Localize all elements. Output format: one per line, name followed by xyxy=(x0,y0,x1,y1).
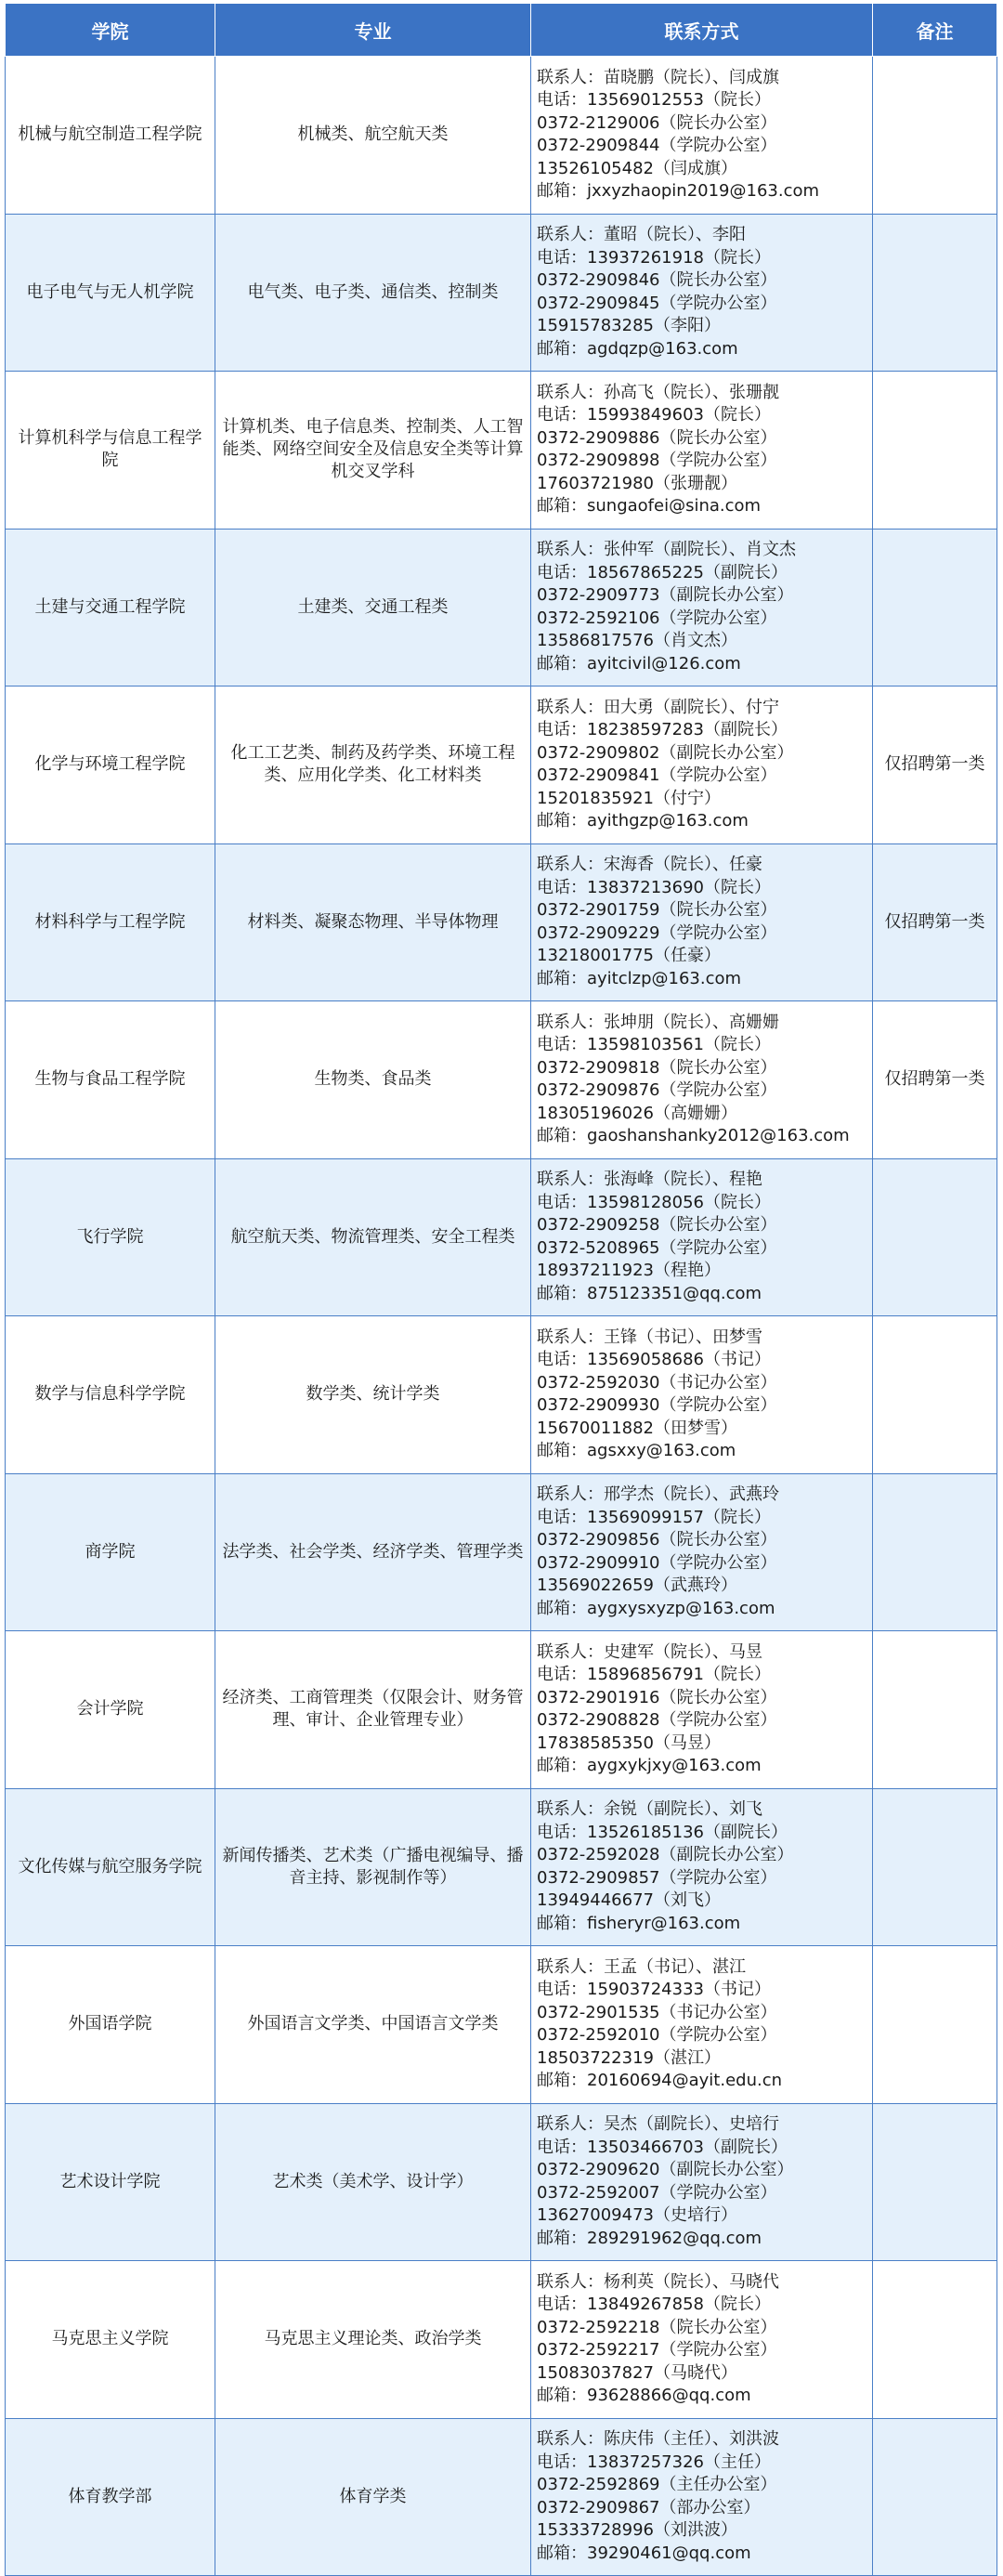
contact-line: 0372-2909867（部办公室） xyxy=(537,2497,761,2517)
contact-line: 联系人：田大勇（副院长）、付宁 xyxy=(537,697,779,717)
contact-line: 0372-2909229（学院办公室） xyxy=(537,922,777,943)
contact-line: 0372-2592010（学院办公室） xyxy=(537,2025,777,2046)
header-note: 备注 xyxy=(873,4,997,57)
contact-line: 电话：15993849603（院长） xyxy=(537,405,771,425)
contact-line: 17838585350（马昱） xyxy=(537,1733,721,1753)
contact-line: 0372-2909886（院长办公室） xyxy=(537,427,777,448)
contact-line: 电话：15896856791（院长） xyxy=(537,1665,771,1685)
major-cell: 机械类、航空航天类 xyxy=(215,57,531,215)
contact-cell xyxy=(531,2261,873,2419)
contact-line: 13949446677（刘飞） xyxy=(537,1890,721,1911)
contact-line: 电话：13937261918（院长） xyxy=(537,247,771,268)
table-header xyxy=(6,4,997,57)
major-cell: 计算机类、电子信息类、控制类、人工智能类、网络空间安全及信息安全类等计算机交叉学科 xyxy=(215,372,531,530)
contact-line: 电话：13837213690（院长） xyxy=(537,877,771,897)
contact-email-line: 邮箱：agdqzp@163.com xyxy=(537,338,738,359)
contact-line: 13569022659（武燕玲） xyxy=(537,1576,737,1596)
contact-line: 联系人：王锋（书记）、田梦雪 xyxy=(537,1327,762,1347)
contact-line: 0372-2909818（院长办公室） xyxy=(537,1057,777,1078)
table-row xyxy=(6,686,997,844)
contact-line: 联系人：吴杰（副院长）、史培行 xyxy=(537,2114,779,2135)
major-cell: 数学类、统计学类 xyxy=(215,1316,531,1474)
contact-line: 电话：13837257326（主任） xyxy=(537,2452,771,2472)
table-row xyxy=(6,843,997,1001)
college-cell: 艺术设计学院 xyxy=(6,2103,215,2261)
note-cell xyxy=(873,1158,997,1316)
contact-line: 0372-2909910（学院办公室） xyxy=(537,1552,777,1573)
college-cell: 外国语学院 xyxy=(6,1946,215,2104)
contact-cell xyxy=(531,1158,873,1316)
table-row xyxy=(6,2418,997,2576)
note-cell xyxy=(873,2103,997,2261)
contact-line: 联系人：陈庆伟（主任）、刘洪波 xyxy=(537,2429,779,2450)
contact-line: 0372-2909898（学院办公室） xyxy=(537,451,777,471)
contact-line: 电话：18567865225（副院长） xyxy=(537,562,788,582)
note-cell xyxy=(873,1316,997,1474)
contact-line: 0372-2592028（副院长办公室） xyxy=(537,1845,794,1865)
college-cell: 机械与航空制造工程学院 xyxy=(6,57,215,215)
note-cell xyxy=(873,1473,997,1631)
contact-line: 0372-2901759（院长办公室） xyxy=(537,900,777,921)
note-cell xyxy=(873,2418,997,2576)
major-cell: 土建类、交通工程类 xyxy=(215,529,531,686)
recruitment-contact-table-frame xyxy=(5,3,996,2576)
contact-line: 13627009473（史培行） xyxy=(537,2205,737,2226)
contact-email-line: 邮箱：93628866@qq.com xyxy=(537,2386,751,2406)
note-cell xyxy=(873,1631,997,1789)
contact-line: 电话：18238597283（副院长） xyxy=(537,720,788,740)
table-row xyxy=(6,1788,997,1946)
table-row xyxy=(6,1316,997,1474)
contact-line: 0372-2909845（学院办公室） xyxy=(537,293,777,313)
recruitment-contact-table xyxy=(5,3,997,2576)
contact-line: 18305196026（高姗姗） xyxy=(537,1103,737,1123)
table-row xyxy=(6,372,997,530)
contact-email-line: 邮箱：aygxysxyzp@163.com xyxy=(537,1598,775,1618)
college-cell: 材料科学与工程学院 xyxy=(6,843,215,1001)
major-cell: 经济类、工商管理类（仅限会计、财务管理、审计、企业管理专业） xyxy=(215,1631,531,1789)
contact-cell xyxy=(531,843,873,1001)
contact-line: 电话：13503466703（副院长） xyxy=(537,2137,788,2157)
contact-line: 联系人：宋海香（院长）、任豪 xyxy=(537,855,762,875)
contact-line: 15670011882（田梦雪） xyxy=(537,1418,737,1438)
contact-line: 联系人：张仲军（副院长）、肖文杰 xyxy=(537,540,796,560)
major-cell: 新闻传播类、艺术类（广播电视编导、播音主持、影视制作等） xyxy=(215,1788,531,1946)
contact-line: 13526105482（闫成旗） xyxy=(537,158,737,178)
major-cell: 电气类、电子类、通信类、控制类 xyxy=(215,214,531,372)
contact-line: 0372-2909844（学院办公室） xyxy=(537,136,777,156)
contact-line: 0372-2592869（主任办公室） xyxy=(537,2475,777,2495)
major-cell: 外国语言文学类、中国语言文学类 xyxy=(215,1946,531,2104)
contact-line: 0372-2909258（院长办公室） xyxy=(537,1215,777,1236)
header-major: 专业 xyxy=(215,4,531,57)
major-cell: 艺术类（美术学、设计学） xyxy=(215,2103,531,2261)
contact-line: 15915783285（李阳） xyxy=(537,316,721,336)
college-cell: 文化传媒与航空服务学院 xyxy=(6,1788,215,1946)
header-college: 学院 xyxy=(6,4,215,57)
contact-cell xyxy=(531,1316,873,1474)
contact-line: 18503722319（湛江） xyxy=(537,2047,721,2068)
contact-line: 15333728996（刘洪波） xyxy=(537,2520,737,2541)
contact-email-line: 邮箱：agsxxy@163.com xyxy=(537,1441,736,1461)
contact-cell xyxy=(531,1946,873,2104)
contact-line: 电话：13569012553（院长） xyxy=(537,90,771,111)
contact-line: 0372-2909802（副院长办公室） xyxy=(537,742,794,763)
contact-email-line: 邮箱：sungaofei@sina.com xyxy=(537,496,762,517)
table-row xyxy=(6,529,997,686)
contact-line: 联系人：孙高飞（院长）、张珊靓 xyxy=(537,382,779,402)
note-cell: 仅招聘第一类 xyxy=(873,843,997,1001)
contact-line: 电话：13598128056（院长） xyxy=(537,1192,771,1212)
contact-line: 18937211923（程艳） xyxy=(537,1261,721,1281)
major-cell: 航空航天类、物流管理类、安全工程类 xyxy=(215,1158,531,1316)
contact-line: 联系人：张海峰（院长）、程艳 xyxy=(537,1170,762,1190)
contact-line: 0372-2592218（院长办公室） xyxy=(537,2317,777,2337)
note-cell: 仅招聘第一类 xyxy=(873,1001,997,1159)
contact-line: 0372-2592217（学院办公室） xyxy=(537,2340,777,2360)
table-body xyxy=(6,57,997,2576)
college-cell: 商学院 xyxy=(6,1473,215,1631)
contact-line: 0372-2909620（副院长办公室） xyxy=(537,2160,794,2180)
contact-line: 0372-2901535（书记办公室） xyxy=(537,2002,777,2022)
table-row xyxy=(6,57,997,215)
contact-email-line: 邮箱：289291962@qq.com xyxy=(537,2228,762,2248)
contact-line: 0372-2909841（学院办公室） xyxy=(537,765,777,786)
contact-cell xyxy=(531,2418,873,2576)
major-cell: 化工工艺类、制药及药学类、环境工程类、应用化学类、化工材料类 xyxy=(215,686,531,844)
table-row xyxy=(6,2261,997,2419)
table-row xyxy=(6,2103,997,2261)
college-cell: 计算机科学与信息工程学院 xyxy=(6,372,215,530)
contact-line: 0372-2901916（院长办公室） xyxy=(537,1687,777,1707)
table-row xyxy=(6,1001,997,1159)
contact-line: 0372-2909876（学院办公室） xyxy=(537,1080,777,1101)
contact-email-line: 邮箱：20160694@ayit.edu.cn xyxy=(537,2071,783,2091)
contact-line: 电话：13526185136（副院长） xyxy=(537,1822,788,1842)
contact-line: 电话：15903724333（书记） xyxy=(537,1980,771,2000)
contact-line: 联系人：苗晓鹏（院长）、闫成旗 xyxy=(537,67,779,87)
contact-line: 联系人：董昭（院长）、李阳 xyxy=(537,225,746,245)
contact-line: 0372-2908828（学院办公室） xyxy=(537,1710,777,1731)
contact-line: 电话：13598103561（院长） xyxy=(537,1035,771,1055)
contact-line: 15083037827（马晓代） xyxy=(537,2362,737,2383)
table-row xyxy=(6,1473,997,1631)
contact-cell xyxy=(531,1631,873,1789)
contact-line: 17603721980（张珊靓） xyxy=(537,473,737,493)
contact-line: 电话：13569099157（院长） xyxy=(537,1507,771,1527)
contact-cell xyxy=(531,1473,873,1631)
contact-line: 电话：13849267858（院长） xyxy=(537,2295,771,2315)
table-row xyxy=(6,214,997,372)
contact-email-line: 邮箱：39290461@qq.com xyxy=(537,2543,751,2563)
college-cell: 马克思主义学院 xyxy=(6,2261,215,2419)
table-row xyxy=(6,1158,997,1316)
contact-line: 0372-2592007（学院办公室） xyxy=(537,2182,777,2203)
major-cell: 法学类、社会学类、经济学类、管理学类 xyxy=(215,1473,531,1631)
note-cell: 仅招聘第一类 xyxy=(873,686,997,844)
major-cell: 体育学类 xyxy=(215,2418,531,2576)
contact-line: 联系人：王孟（书记）、湛江 xyxy=(537,1956,746,1977)
contact-line: 0372-2909856（院长办公室） xyxy=(537,1530,777,1550)
contact-cell xyxy=(531,2103,873,2261)
note-cell xyxy=(873,1946,997,2104)
contact-cell xyxy=(531,57,873,215)
contact-line: 0372-2909846（院长办公室） xyxy=(537,270,777,291)
college-cell: 化学与环境工程学院 xyxy=(6,686,215,844)
college-cell: 电子电气与无人机学院 xyxy=(6,214,215,372)
contact-cell xyxy=(531,529,873,686)
table-row xyxy=(6,1946,997,2104)
contact-email-line: 邮箱：ayitclzp@163.com xyxy=(537,968,742,988)
contact-cell xyxy=(531,1788,873,1946)
contact-line: 0372-2909857（学院办公室） xyxy=(537,1867,777,1888)
college-cell: 飞行学院 xyxy=(6,1158,215,1316)
major-cell: 生物类、食品类 xyxy=(215,1001,531,1159)
contact-email-line: 邮箱：fisheryr@163.com xyxy=(537,1913,741,1933)
contact-line: 0372-5208965（学院办公室） xyxy=(537,1237,777,1258)
contact-email-line: 邮箱：875123351@qq.com xyxy=(537,1283,762,1303)
major-cell: 马克思主义理论类、政治学类 xyxy=(215,2261,531,2419)
note-cell xyxy=(873,214,997,372)
contact-cell xyxy=(531,686,873,844)
contact-email-line: 邮箱：aygxykjxy@163.com xyxy=(537,1756,762,1776)
note-cell xyxy=(873,2261,997,2419)
contact-email-line: 邮箱：jxxyzhaopin2019@163.com xyxy=(537,181,820,202)
contact-line: 15201835921（付宁） xyxy=(537,788,721,808)
contact-email-line: 邮箱：gaoshanshanky2012@163.com xyxy=(537,1126,850,1146)
college-cell: 土建与交通工程学院 xyxy=(6,529,215,686)
contact-line: 0372-2129006（院长办公室） xyxy=(537,112,777,133)
contact-line: 联系人：杨利英（院长）、马晓代 xyxy=(537,2271,779,2292)
contact-line: 0372-2592106（学院办公室） xyxy=(537,608,777,628)
contact-cell xyxy=(531,372,873,530)
contact-line: 0372-2592030（书记办公室） xyxy=(537,1372,777,1393)
contact-line: 电话：13569058686（书记） xyxy=(537,1350,771,1370)
header-row xyxy=(6,4,997,57)
major-cell: 材料类、凝聚态物理、半导体物理 xyxy=(215,843,531,1001)
contact-line: 13586817576（肖文杰） xyxy=(537,631,737,651)
contact-line: 0372-2909773（副院长办公室） xyxy=(537,585,794,606)
note-cell xyxy=(873,1788,997,1946)
contact-cell xyxy=(531,1001,873,1159)
note-cell xyxy=(873,372,997,530)
college-cell: 生物与食品工程学院 xyxy=(6,1001,215,1159)
contact-email-line: 邮箱：ayitcivil@126.com xyxy=(537,653,741,673)
college-cell: 数学与信息科学学院 xyxy=(6,1316,215,1474)
contact-email-line: 邮箱：ayithgzp@163.com xyxy=(537,811,749,831)
contact-line: 联系人：邢学杰（院长）、武燕玲 xyxy=(537,1484,779,1505)
note-cell xyxy=(873,529,997,686)
table-row xyxy=(6,1631,997,1789)
header-contact: 联系方式 xyxy=(531,4,873,57)
college-cell: 会计学院 xyxy=(6,1631,215,1789)
contact-line: 13218001775（任豪） xyxy=(537,946,721,966)
contact-line: 联系人：张坤朋（院长）、高姗姗 xyxy=(537,1012,779,1032)
contact-line: 联系人：史建军（院长）、马昱 xyxy=(537,1641,762,1662)
college-cell: 体育教学部 xyxy=(6,2418,215,2576)
contact-cell xyxy=(531,214,873,372)
contact-line: 0372-2909930（学院办公室） xyxy=(537,1395,777,1416)
note-cell xyxy=(873,57,997,215)
contact-line: 联系人：余锐（副院长）、刘飞 xyxy=(537,1799,762,1820)
